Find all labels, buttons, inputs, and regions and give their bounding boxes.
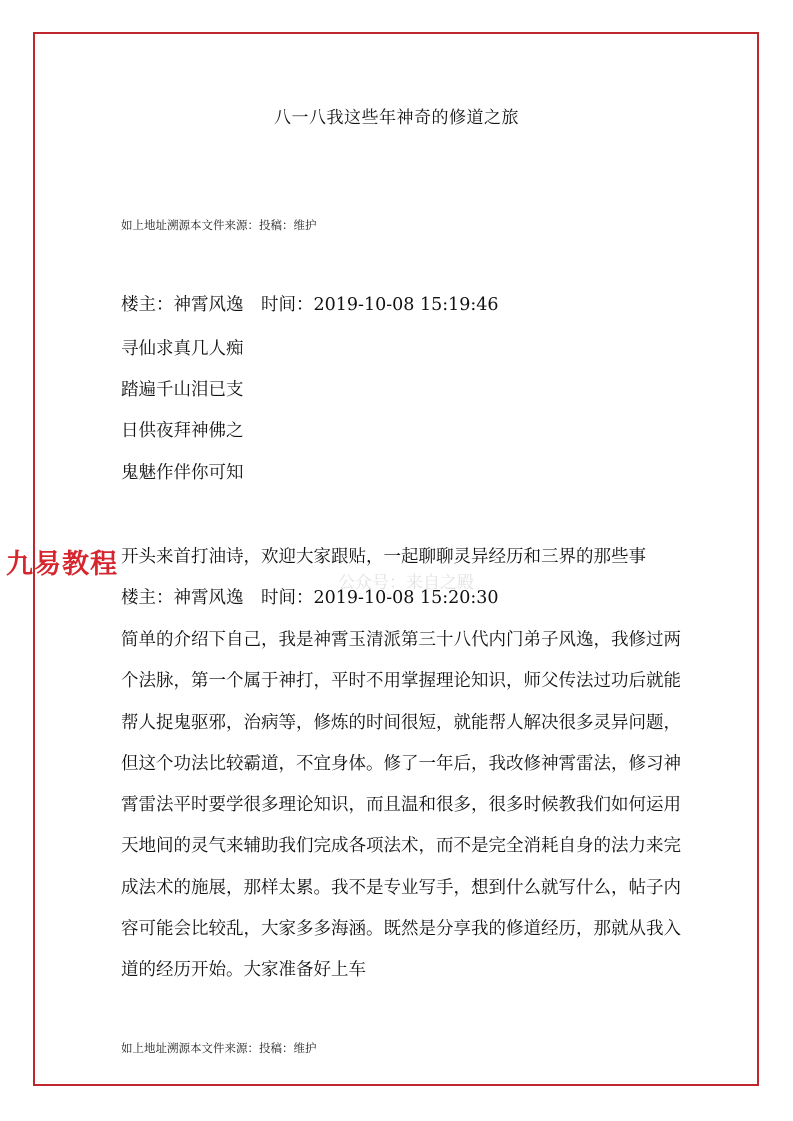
post-header-1: 楼主：神霄风逸 时间：2019-10-08 15:19:46 — [121, 295, 499, 315]
poem-line-4: 鬼魅作伴你可知 — [121, 463, 244, 483]
watermark-faint-text: 公众号：来自之殿 — [338, 573, 474, 593]
intro-line: 开头来首打油诗，欢迎大家跟贴，一起聊聊灵异经历和三界的那些事 — [121, 547, 646, 567]
watermark-logo: 九易教程 — [6, 549, 118, 580]
source-note-top: 如上地址溯源本文件来源：投稿：维护 — [121, 218, 317, 232]
post-header-2: 楼主：神霄风逸 时间：2019-10-08 15:20:30 — [121, 588, 499, 608]
poem-line-2: 踏遍千山泪已支 — [121, 380, 244, 400]
poem-line-1: 寻仙求真几人痴 — [121, 339, 244, 359]
document-title: 八一八我这些年神奇的修道之旅 — [274, 108, 519, 128]
post-body-paragraph: 简单的介绍下自己，我是神霄玉清派第三十八代内门弟子风逸，我修过两个法脉，第一个属于神打，平时不用掌握理论知识，师父传法过功后就能帮人捉鬼驱邪，治病等，修炼的时间很短，就能帮人解决很多灵异问题，但这个功法比较霸道，不宜身体。修了一年后，我改修神霄雷法，修习神霄雷法平时要学很多理论知识，而且温和很多，很多时候教我们如何运用天地间的灵气来辅助我们完成各项法术，而不是完全消耗自身的法力来完成法术的施展，那样太累。我不是专业写手，想到什么就写什么，帖子内容可能会比较乱，大家多多海涵。既然是分享我的修道经历，那就从我入道的经历开始。大家准备好上车 — [121, 630, 681, 981]
poem-line-3: 日供夜拜神佛之 — [121, 421, 244, 441]
source-note-bottom: 如上地址溯源本文件来源：投稿：维护 — [121, 1041, 317, 1055]
